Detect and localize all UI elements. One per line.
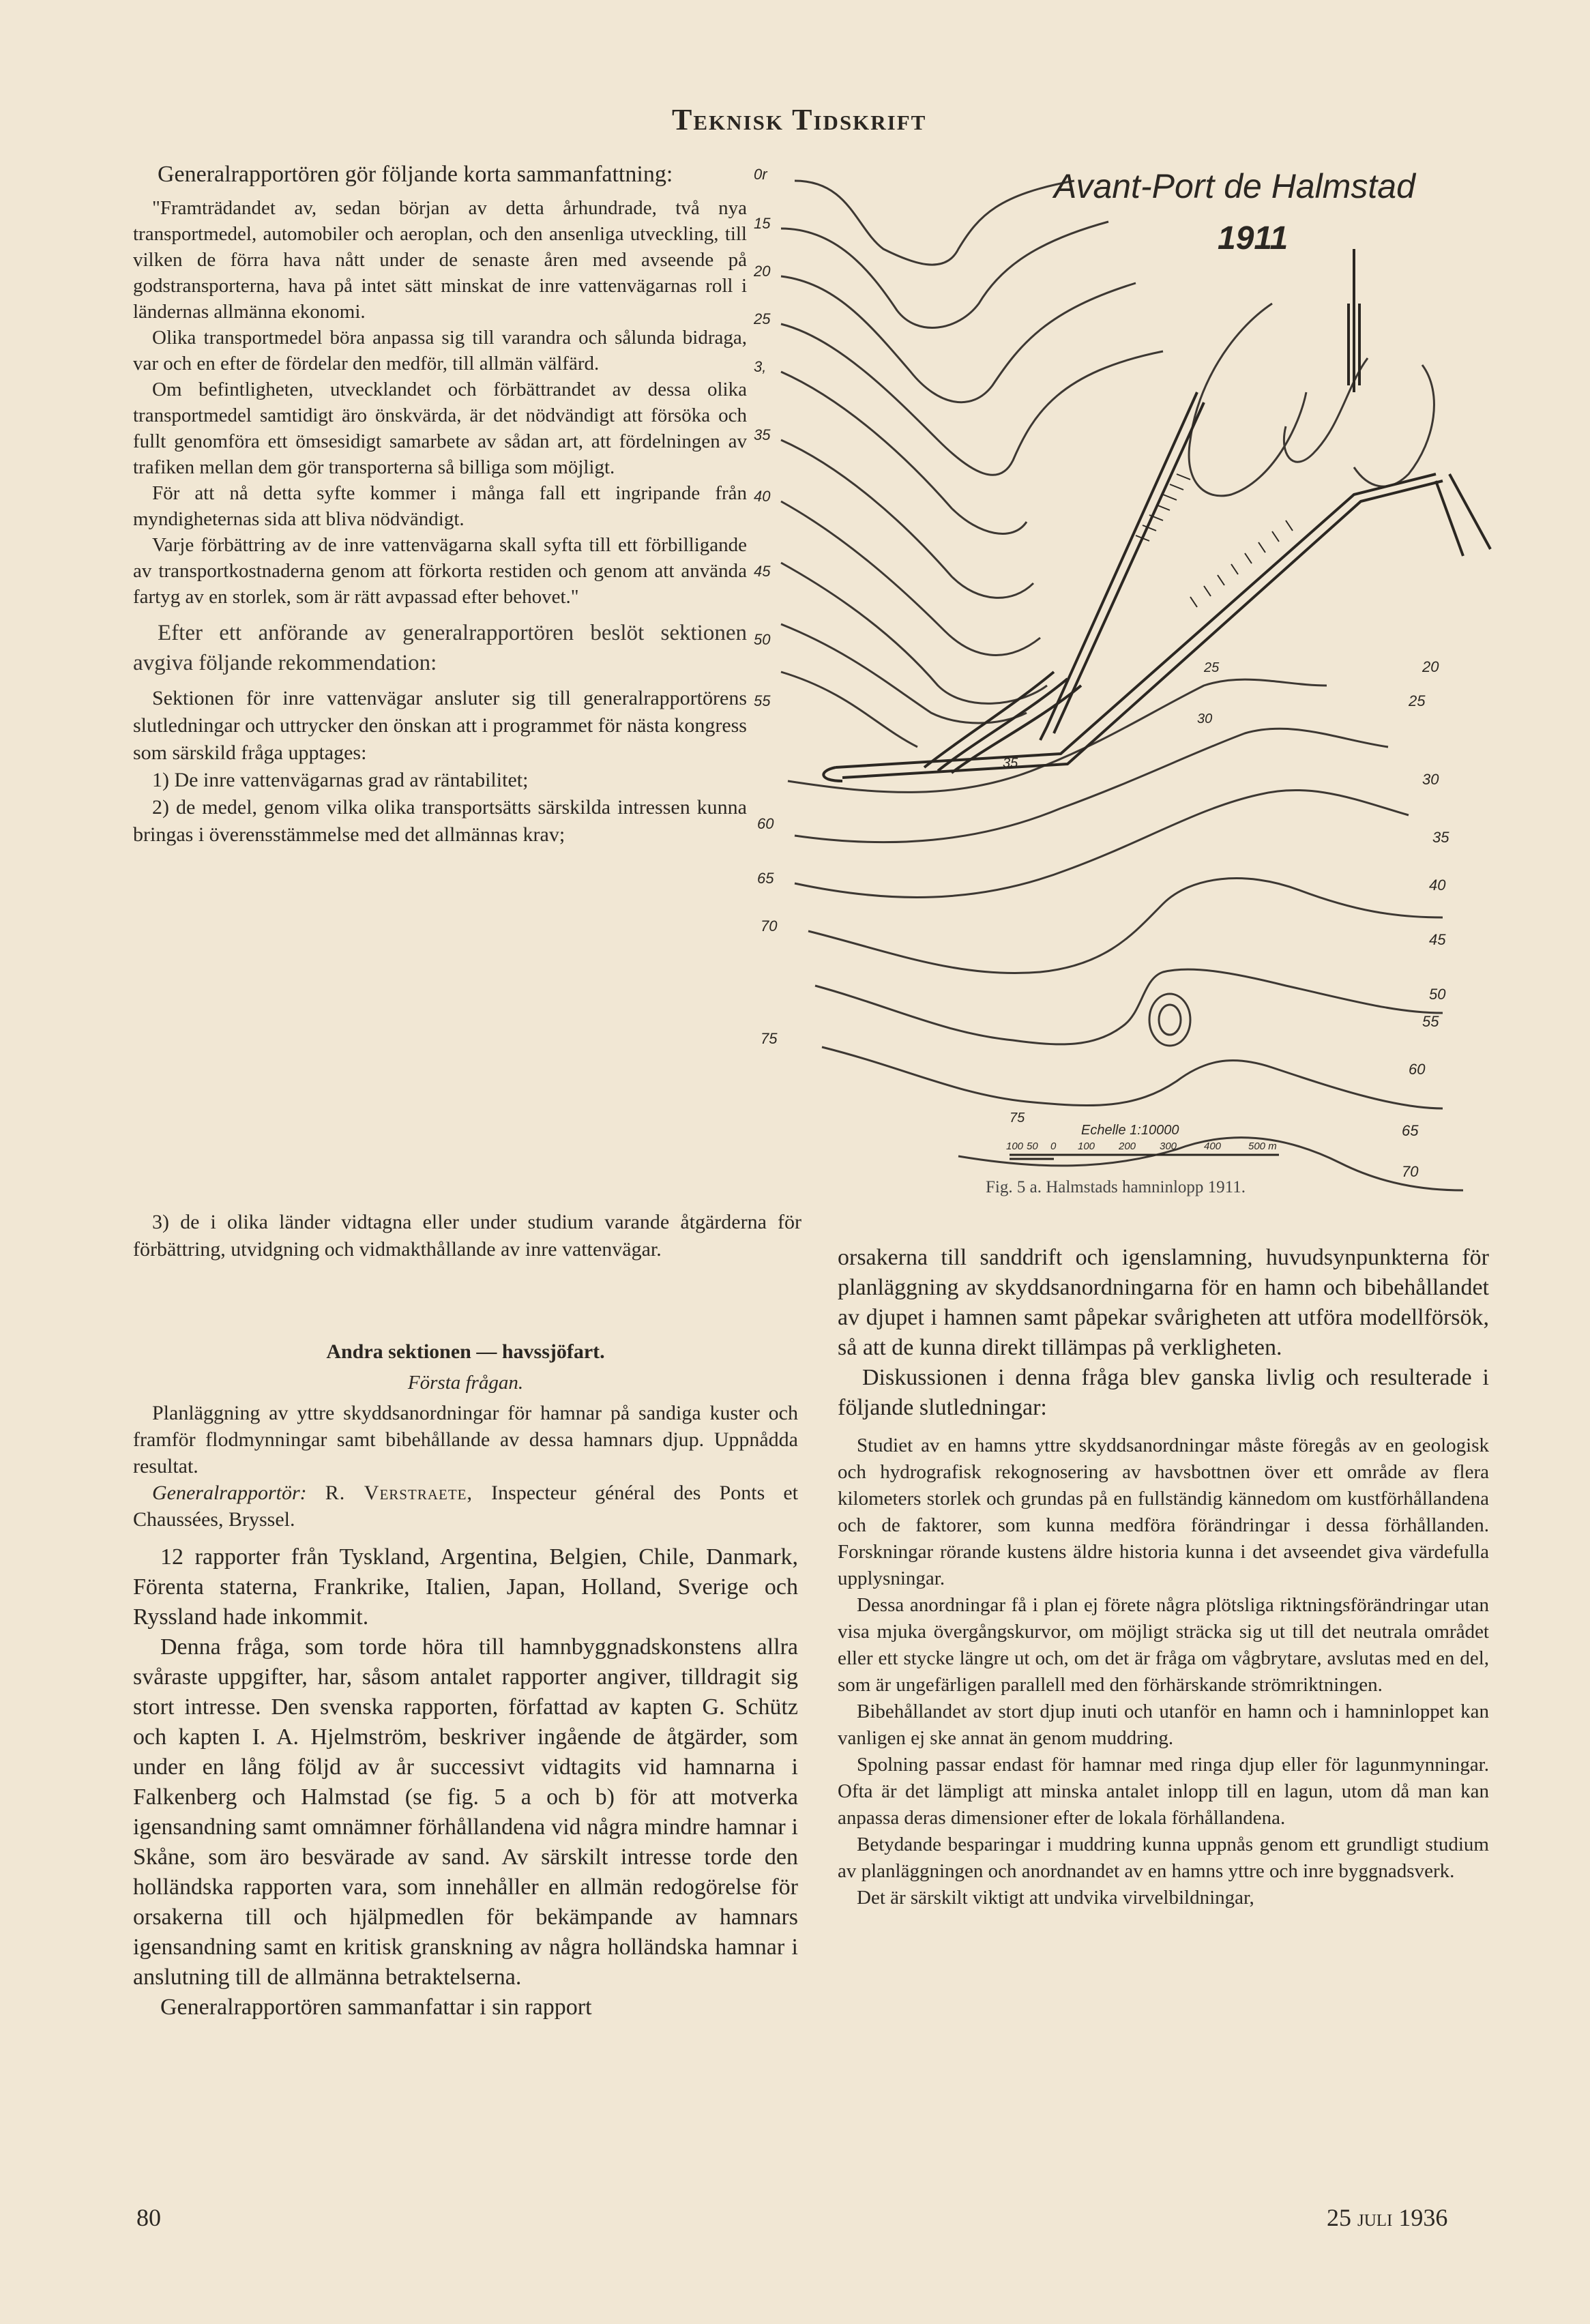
conclusion-paragraph: Bibehållandet av stort djup inuti och utanför en hamn och i hamninloppet kan vanligen ej ske annat än genom muddring. bbox=[838, 1701, 1489, 1749]
lead-paragraph: Diskussionen i denna fråga blev ganska livlig och resulterade i följande slutledningar: bbox=[838, 1365, 1489, 1420]
depth-label: 30 bbox=[1422, 771, 1439, 788]
body-paragraph: Denna fråga, som torde höra till hamnbyggnadskonstens allra svåraste uppgifter, har, såsom antalet rapporter angiver, tilldragit sig stort intresse. Den svenska rapporten, författad av kapten G. Schütz och kapten I. A. Hjelmström, beskriver ingående de åtgärder, som under en lång följd av år successivt vidtagits vid hamnarna i Falkenberg och Halmstad (se fig. 5 a och b) för att motverka igensandning samt omnämner förhållandena vid några mindre hamnar i Skåne, som äro besvärade av sand. Av särskilt intresse torde den holländska rapporten vara, som innehåller en allmän redogörelse för orsakerna till och hjälpmedlen för bekämpande av hamnars igensandning samt en kritisk granskning av några holländska hamnar i anslutning till de allmänna betraktelserna. bbox=[133, 1634, 798, 1990]
second-section bbox=[133, 1340, 798, 2023]
quote-paragraph: "Framträdandet av, sedan början av detta århundrade, två nya transportmedel, automobiler och aeroplan, och den ansenliga utveckling, till vilken de förra hava nått under de senaste åren med avseende på godstransporterna, hava på intet sätt minskat de inre vattenvägarnas roll i ländernas allmänna ekonomi. bbox=[133, 197, 747, 323]
depth-contour bbox=[781, 276, 1136, 402]
page-number: 80 bbox=[136, 2204, 161, 2231]
north-pier bbox=[1054, 402, 1204, 733]
depth-label: 35 bbox=[1432, 829, 1449, 846]
depth-contour bbox=[822, 1047, 1443, 1108]
depth-label: 60 bbox=[757, 815, 774, 832]
reporter-title: Inspecteur général des Ponts et Chaussées, Bryssel. bbox=[133, 1482, 798, 1531]
scale-tick: 100 bbox=[1006, 1141, 1024, 1152]
scale-bar bbox=[1006, 1123, 1279, 1159]
depth-label: 60 bbox=[1409, 1061, 1426, 1078]
north-arrow bbox=[1349, 249, 1359, 392]
shoal-contour bbox=[1159, 1005, 1181, 1035]
recommendation-item: 1) De inre vattenvägarnas grad av räntabilitet; bbox=[152, 769, 529, 791]
depth-contour bbox=[781, 501, 1040, 655]
figure-year: 1911 bbox=[1218, 220, 1289, 256]
depth-contour bbox=[781, 624, 1027, 723]
scale-tick: 0 bbox=[1050, 1141, 1057, 1152]
recommendation-item: 2) de medel, genom vilka olika transportsätts särskilda intressen kunna bringas i överensstämmelse med det allmännas krav; bbox=[133, 796, 747, 846]
depth-contour bbox=[815, 969, 1443, 1044]
depth-label: 65 bbox=[1402, 1122, 1419, 1139]
depth-label: 75 bbox=[761, 1030, 778, 1047]
depth-label: 65 bbox=[757, 870, 774, 887]
harbour-figure bbox=[754, 167, 1511, 1214]
question-heading: Första frågan. bbox=[407, 1372, 524, 1394]
conclusion-paragraph: Betydande besparingar i muddring kunna uppnås genom ett grundligt studium av planläggningen och anordnandet av en hamns yttre och inre byggnadsverk. bbox=[838, 1834, 1489, 1882]
depth-label: 55 bbox=[1422, 1013, 1439, 1030]
scale-label: Echelle 1:10000 bbox=[1081, 1123, 1179, 1138]
quote-paragraph: Olika transportmedel böra anpassa sig till varandra och sålunda bidraga, var och en efter de fördelar den medför, till allmän välfärd. bbox=[133, 327, 747, 374]
depth-label: 25 bbox=[1204, 660, 1220, 675]
body-paragraph: 12 rapporter från Tyskland, Argentina, Belgien, Chile, Danmark, Förenta staterna, Frankrike, Italien, Japan, Holland, Sverige och Ryssland hade inkommit. bbox=[133, 1544, 798, 1630]
depth-label: 75 bbox=[1010, 1110, 1025, 1126]
depth-label: 55 bbox=[754, 692, 771, 709]
coast-contour bbox=[1354, 365, 1434, 486]
recommendation-paragraph: Sektionen för inre vattenvägar ansluter sig till generalrapportörens slutledningar och uttrycker den önskan att i programmet för nästa kongress som särskild fråga upptages: bbox=[133, 687, 747, 764]
coast-contour bbox=[1189, 304, 1306, 496]
depth-label: 45 bbox=[1429, 931, 1446, 948]
depth-label: 30 bbox=[1197, 711, 1213, 726]
quote-block bbox=[133, 195, 747, 610]
depth-contour bbox=[808, 879, 1443, 973]
running-head: Teknisk Tidskrift bbox=[672, 103, 927, 136]
section-heading: Andra sektionen — havssjöfart. bbox=[326, 1340, 605, 1363]
north-pier bbox=[1040, 392, 1197, 740]
conclusions bbox=[838, 1432, 1489, 1911]
depth-label: 15 bbox=[754, 215, 771, 232]
depth-label: 40 bbox=[754, 488, 771, 505]
depth-label: 50 bbox=[1429, 986, 1446, 1003]
quote-paragraph: För att nå detta syfte kommer i många fall ett ingripande från myndigheternas sida att bliva nödvändigt. bbox=[133, 482, 747, 530]
figure-title: Avant-Port de Halmstad bbox=[1054, 167, 1415, 205]
depth-label: 40 bbox=[1429, 877, 1446, 894]
harbour-map bbox=[754, 167, 1511, 1214]
depth-label: 20 bbox=[754, 263, 771, 280]
right-column bbox=[838, 1243, 1489, 1911]
depth-label: 45 bbox=[754, 563, 771, 580]
depth-label: 3, bbox=[754, 358, 767, 375]
issue-date bbox=[1327, 2203, 1447, 2232]
scale-tick: 300 bbox=[1160, 1141, 1177, 1152]
decision-paragraph: Efter ett anförande av generalrapportören beslöt sektionen avgiva följande rekommendation: bbox=[133, 621, 747, 675]
depth-label: 20 bbox=[1422, 658, 1439, 675]
scale-tick: 200 bbox=[1119, 1141, 1136, 1152]
issue-date-text: 25 juli 1936 bbox=[1327, 2204, 1448, 2231]
quote-paragraph: Om befintligheten, utvecklandet och förbättrandet av dessa olika transportmedel samtidigt äro önskvärda, är det nödvändigt att försöka och fullt genomföra ett ömsesidigt samarbete av sådan art, att fördelningen av trafiken mellan dem gör transporterna så billiga som möjligt. bbox=[133, 379, 747, 478]
depth-label: 50 bbox=[754, 631, 771, 648]
pier-head bbox=[823, 767, 842, 781]
depth-contour bbox=[795, 790, 1409, 897]
scale-tick: 500 m bbox=[1248, 1141, 1277, 1152]
intro-paragraph: Generalrapportören gör följande korta sammanfattning: bbox=[158, 162, 673, 187]
depth-contour bbox=[781, 440, 1033, 598]
conclusion-paragraph: Spolning passar endast för hamnar med ringa djup eller för lagunmynningar. Ofta är det lämpligt att minska antalet inlopp till en lagun, utom då man kan anpassa deras dimensioner efter de lokala förhållandena. bbox=[838, 1754, 1489, 1829]
depth-label: 35 bbox=[1003, 756, 1018, 771]
left-column bbox=[133, 160, 747, 849]
reporter-name: R. Verstraete, bbox=[325, 1482, 473, 1504]
depth-contour bbox=[781, 222, 1108, 327]
shoal-contour bbox=[1149, 994, 1190, 1046]
conclusion-paragraph: Dessa anordningar få i plan ej förete några plötsliga riktningsförändringar utan visa mjuka övergångskurvor, om möjligt sträcka sig ut till det neutrala området eller ett stycke längre ut och, om det är fråga om vågbrytare, avslutas med en del, som är ungefärligen parallell med den förhärskande strömriktningen. bbox=[838, 1594, 1489, 1696]
lead-paragraph: orsakerna till sanddrift och igenslamning, huvudsynpunkterna för planläggning av skyddsanordningarna för en hamn och bibehållandet av djupet i hamnen samt påpekar svårigheten att utföra modellförsök, så att de kunna direkt tillämpas på verkligheten. bbox=[838, 1245, 1489, 1360]
depth-label: 25 bbox=[754, 310, 771, 327]
scale-tick: 400 bbox=[1204, 1141, 1222, 1152]
depth-label: 0r bbox=[754, 167, 767, 183]
scale-tick: 100 bbox=[1078, 1141, 1095, 1152]
depth-contour bbox=[781, 372, 1027, 533]
recommendation-item: 3) de i olika länder vidtagna eller under studium varande åtgärderna för förbättring, utvidgning och vidmakthållande av inre vattenvägar. bbox=[133, 1211, 801, 1261]
reporter-line bbox=[133, 1480, 798, 1533]
depth-contour bbox=[781, 672, 917, 747]
south-pier bbox=[836, 474, 1436, 767]
reporter-label: Generalrapportör: bbox=[152, 1482, 307, 1504]
scale-tick: 50 bbox=[1027, 1141, 1038, 1152]
depth-contour bbox=[781, 324, 1163, 475]
question-text: Planläggning av yttre skyddsanordningar för hamnar på sandiga kuster och framför flodmynningar samt bibehållande av dessa hamnars djup. Uppnådda resultat. bbox=[133, 1402, 798, 1477]
conclusion-paragraph: Studiet av en hamns yttre skyddsanordningar måste föregås av en geologisk och hydrografisk rekognosering av havsbottnen över ett område av flera kilometers storlek och grundas på en fullständig kännedom om kustförhållandena och de faktorer, som kunna medföra förändringar i dessa förhållanden. Forskningar rörande kustens äldre historia kunna i det avseendet giva värdefulla upplysningar. bbox=[838, 1435, 1489, 1589]
depth-label: 25 bbox=[1409, 692, 1426, 709]
conclusion-paragraph: Det är särskilt viktigt att undvika virvelbildningar, bbox=[857, 1887, 1254, 1909]
body-paragraph: Generalrapportören sammanfattar i sin rapport bbox=[160, 1995, 592, 2020]
depth-label: 70 bbox=[761, 917, 778, 935]
quote-paragraph: Varje förbättring av de inre vattenvägarna skall syfta till ett förbilligande av transportkostnaderna genom att förkorta restiden och genom att använda fartyg av en storlek, som är rätt avpassad efter behovet." bbox=[133, 534, 747, 608]
figure-caption: Fig. 5 a. Halmstads hamninlopp 1911. bbox=[986, 1178, 1246, 1196]
depth-label: 70 bbox=[1402, 1163, 1419, 1180]
depth-label: 35 bbox=[754, 426, 771, 443]
depth-contour bbox=[781, 563, 1047, 703]
